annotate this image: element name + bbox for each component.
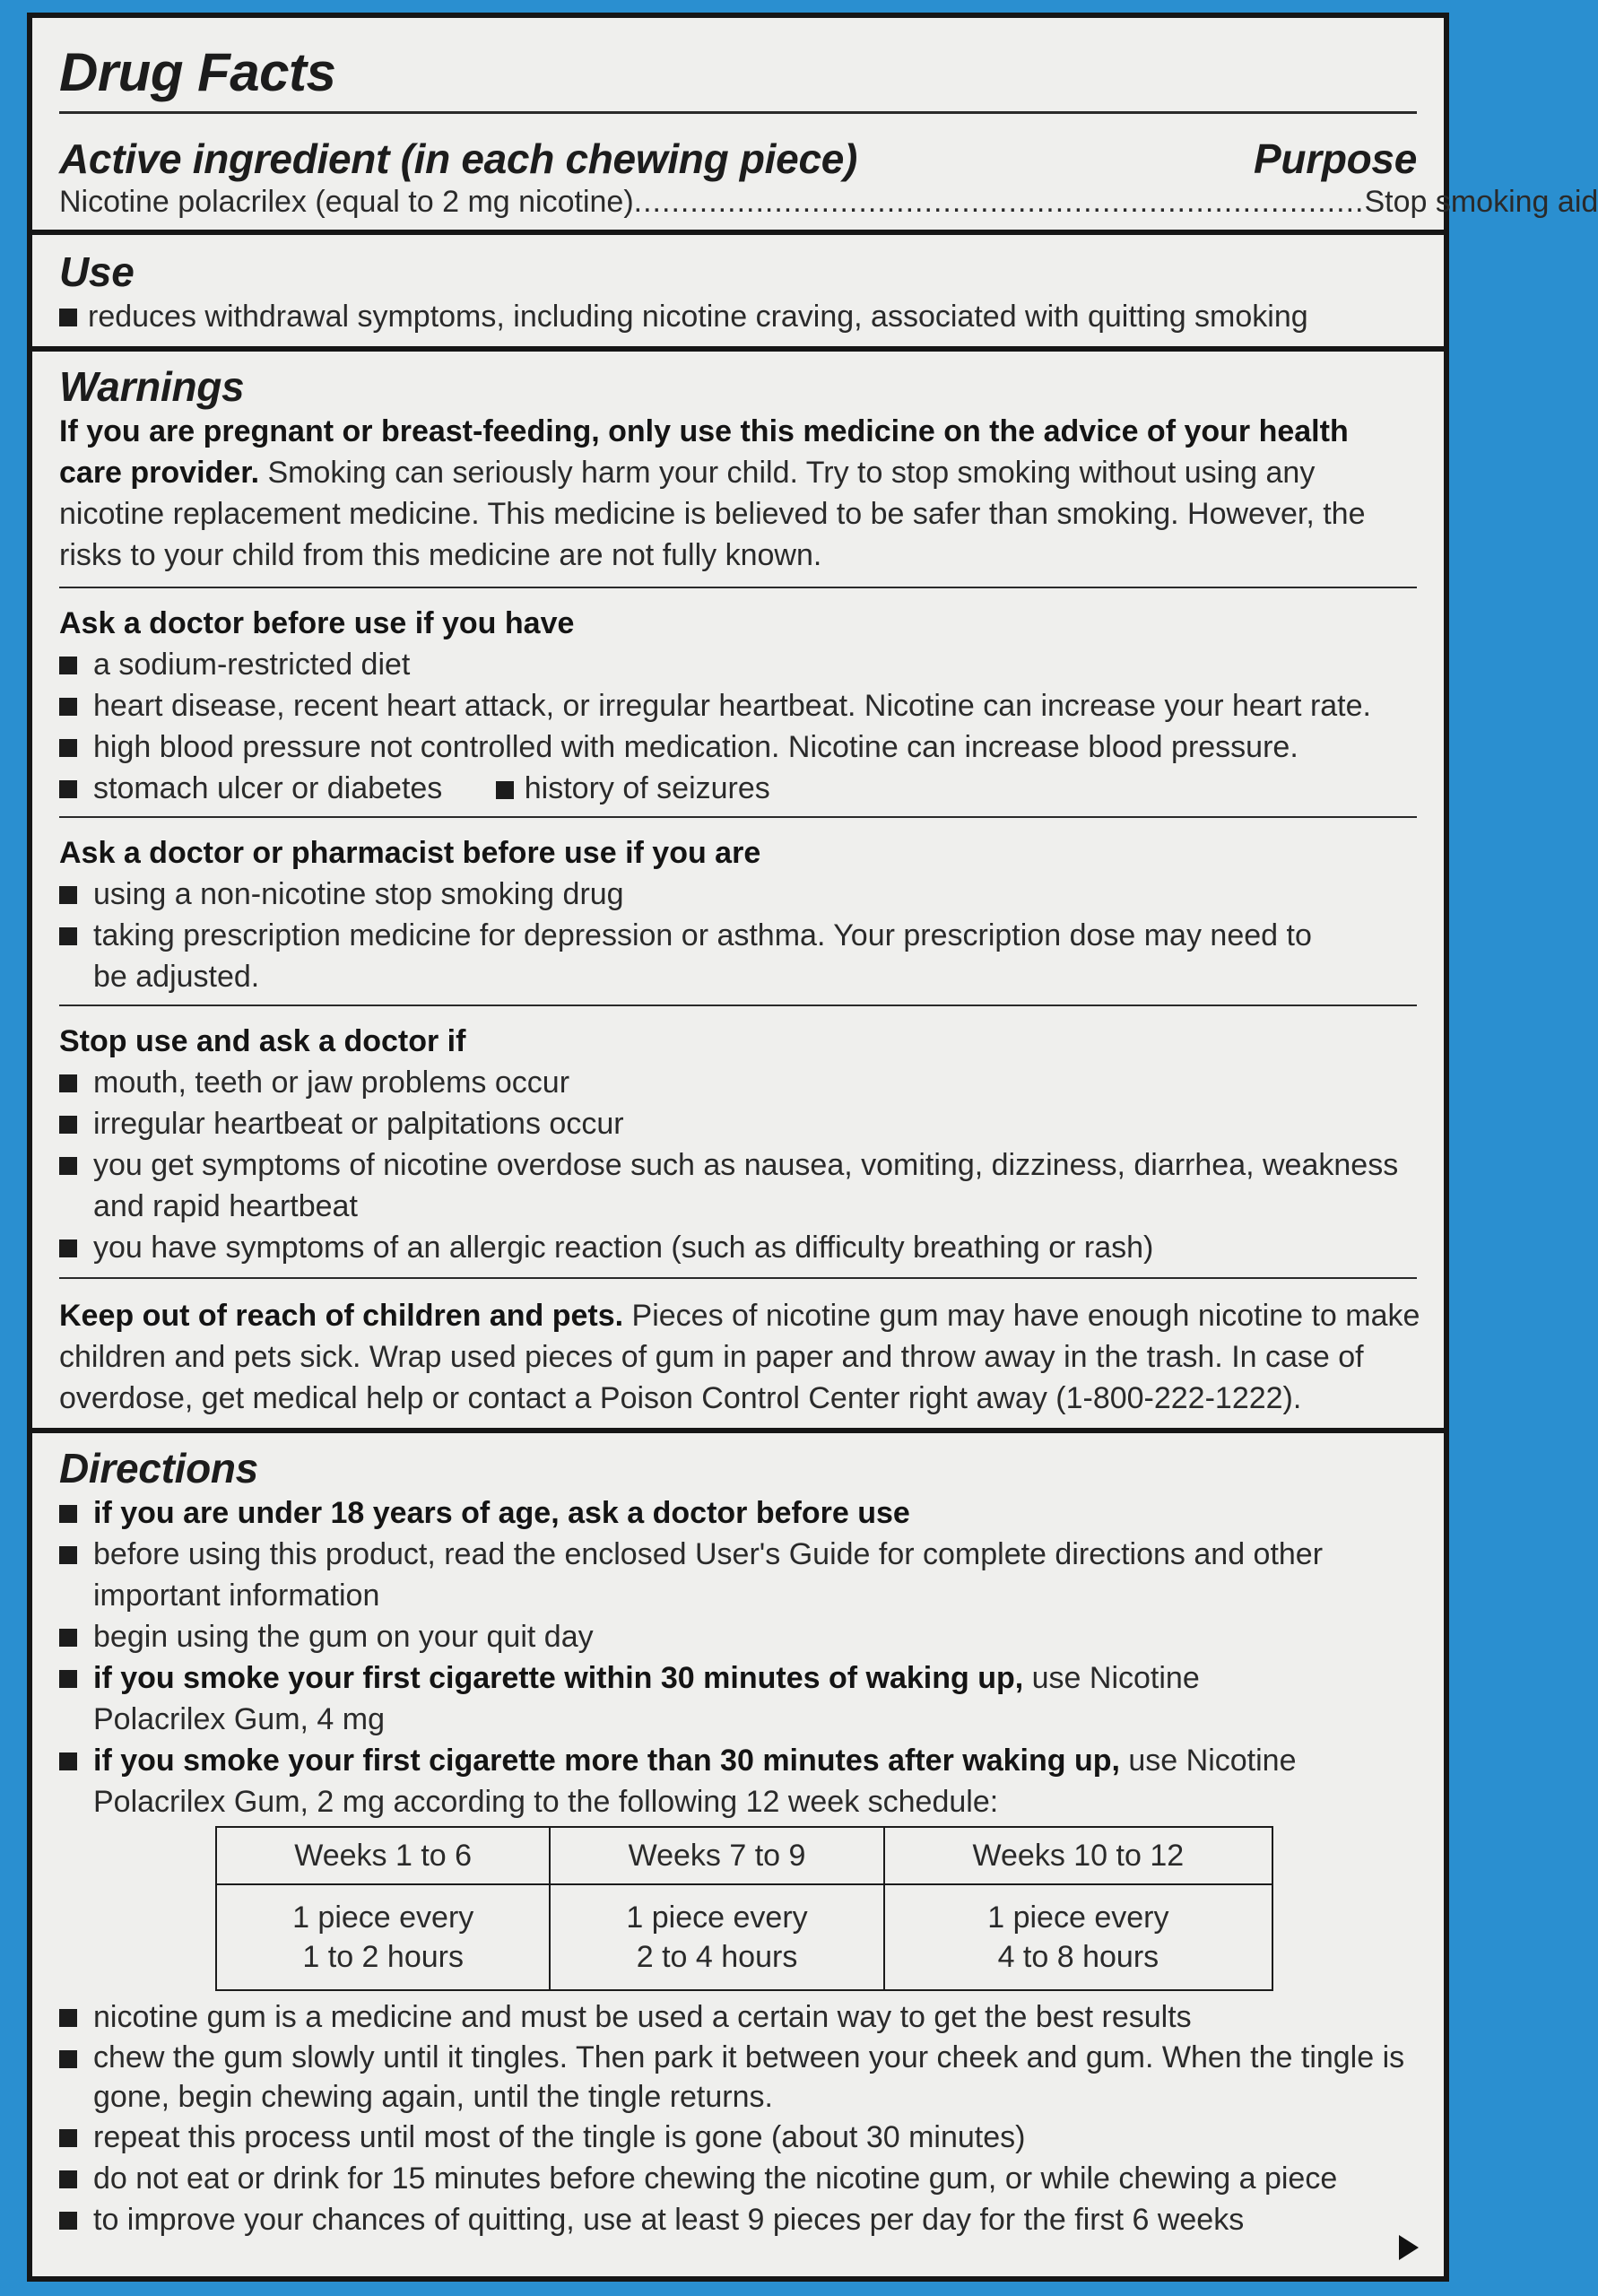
- list-item: chew the gum slowly until it tingles. Then park it between your cheek and gum. When the tingle is gone, begin chewing again, until the tingle returns.: [59, 2038, 1431, 2117]
- list-item: repeat this process until most of the tingle is gone (about 30 minutes): [59, 2117, 1417, 2158]
- warnings-heading: Warnings: [59, 363, 245, 410]
- use-section: [32, 248, 1444, 337]
- bullet-icon: [59, 1157, 77, 1175]
- bullet-icon: [59, 309, 77, 326]
- drug-facts-panel: [27, 13, 1598, 2282]
- leader-dots: ..............................................................................: [633, 185, 1365, 219]
- bullet-icon: [59, 1752, 77, 1770]
- ingredient-name: Nicotine polacrilex (equal to 2 mg nicotine): [59, 185, 634, 219]
- table-header-cell: Weeks 10 to 12: [884, 1827, 1272, 1884]
- dose-schedule-table: [215, 1826, 1273, 1991]
- bullet-icon: [59, 1074, 77, 1092]
- ask-doctor-section: [32, 603, 1444, 809]
- ask-pharmacist-section: [32, 832, 1444, 997]
- list-item: taking prescription medicine for depression or asthma. Your prescription dose may need to be adjusted.: [59, 915, 1333, 997]
- bullet-icon: [59, 2009, 77, 2027]
- stop-use-section: [32, 1021, 1444, 1268]
- list-item: you have symptoms of an allergic reaction (such as difficulty breathing or rash): [59, 1227, 1417, 1268]
- section-divider-1: [32, 230, 1444, 235]
- bullet-icon: [59, 886, 77, 904]
- bullet-icon: [59, 1239, 77, 1257]
- ask-pharmacist-heading: Ask a doctor or pharmacist before use if you are: [59, 836, 761, 870]
- list-item: if you smoke your first cigarette within 30 minutes of waking up, use Nicotine Polacrilex Gum, 4 mg: [59, 1657, 1279, 1740]
- use-item: reduces withdrawal symptoms, including nicotine craving, associated with quitting smoking: [59, 296, 1417, 337]
- list-item: irregular heartbeat or palpitations occur: [59, 1103, 1417, 1144]
- bullet-icon: [59, 780, 77, 798]
- list-item: nicotine gum is a medicine and must be used a certain way to get the best results: [59, 1996, 1417, 2038]
- list-item-inline: stomach ulcer or diabetes history of seizures: [59, 768, 1417, 809]
- list-item: do not eat or drink for 15 minutes before chewing the nicotine gum, or while chewing a piece: [59, 2158, 1417, 2199]
- section-divider-3: [32, 1428, 1444, 1433]
- table-cell: 1 piece every 1 to 2 hours: [216, 1884, 550, 1990]
- bullet-icon: [496, 781, 514, 799]
- table-header-cell: Weeks 7 to 9: [550, 1827, 883, 1884]
- active-ingredient-row: [59, 181, 1598, 222]
- list-item: you get symptoms of nicotine overdose such as nausea, vomiting, dizziness, diarrhea, weakness and rapid heartbeat: [59, 1144, 1440, 1227]
- bullet-icon: [59, 2129, 77, 2147]
- list-item: using a non-nicotine stop smoking drug: [59, 874, 1417, 915]
- directions-continued: [32, 1996, 1444, 2240]
- warnings-rule-2: [59, 816, 1417, 818]
- continue-arrow-icon: [1399, 2235, 1419, 2260]
- table-header-cell: Weeks 1 to 6: [216, 1827, 550, 1884]
- bullet-icon: [59, 927, 77, 945]
- stop-use-heading: Stop use and ask a doctor if: [59, 1024, 466, 1058]
- ask-doctor-heading: Ask a doctor before use if you have: [59, 606, 575, 640]
- keep-out-section: [32, 1295, 1444, 1419]
- drug-facts-header: [32, 41, 1444, 103]
- active-ingredient-heading: Active ingredient (in each chewing piece): [59, 135, 858, 182]
- drug-facts-title: Drug Facts: [59, 42, 336, 102]
- bullet-icon: [59, 2212, 77, 2230]
- keep-out-warning: Keep out of reach of children and pets. Pieces of nicotine gum may have enough nicotine to make children and pets sick. Wrap used pieces of gum in paper and throw away in the trash. In case of overdose, get medical help or contact a Poison Control Center right away (1-800-222-1222).: [59, 1299, 1420, 1415]
- list-item: a sodium-restricted diet: [59, 644, 1417, 685]
- purpose-heading: Purpose: [1254, 135, 1417, 182]
- list-item: high blood pressure not controlled with medication. Nicotine can increase blood pressure.: [59, 726, 1417, 768]
- warnings-rule-4: [59, 1277, 1417, 1279]
- list-item: if you are under 18 years of age, ask a doctor before use: [59, 1492, 1417, 1534]
- bullet-icon: [59, 1116, 77, 1134]
- bullet-icon: [59, 1546, 77, 1564]
- table-cell: 1 piece every 2 to 4 hours: [550, 1884, 883, 1990]
- active-ingredient-section: [32, 135, 1598, 222]
- list-item: begin using the gum on your quit day: [59, 1616, 1417, 1657]
- table-header-row: [216, 1827, 1272, 1884]
- bullet-icon: [59, 1670, 77, 1688]
- list-item: mouth, teeth or jaw problems occur: [59, 1062, 1417, 1103]
- header-rule: [59, 111, 1417, 114]
- directions-heading: Directions: [59, 1445, 258, 1492]
- list-item: to improve your chances of quitting, use at least 9 pieces per day for the first 6 weeks: [59, 2199, 1417, 2240]
- warnings-section: [32, 362, 1444, 576]
- bullet-icon: [59, 2170, 77, 2188]
- bullet-icon: [59, 1629, 77, 1647]
- list-item: before using this product, read the enclosed User's Guide for complete directions and other important information: [59, 1534, 1386, 1616]
- list-item: heart disease, recent heart attack, or irregular heartbeat. Nicotine can increase your heart rate.: [59, 685, 1417, 726]
- bullet-icon: [59, 698, 77, 716]
- bullet-icon: [59, 1505, 77, 1523]
- use-heading: Use: [59, 248, 135, 295]
- list-item: if you smoke your first cigarette more than 30 minutes after waking up, use Nicotine Polacrilex Gum, 2 mg according to the following 12 week schedule:: [59, 1740, 1404, 1822]
- table-row: [216, 1884, 1272, 1990]
- section-divider-2: [32, 346, 1444, 352]
- dose-schedule-wrapper: [32, 1826, 1444, 1996]
- table-cell: 1 piece every 4 to 8 hours: [884, 1884, 1272, 1990]
- bullet-icon: [59, 2050, 77, 2068]
- bullet-icon: [59, 739, 77, 757]
- purpose-value: Stop smoking aid: [1364, 185, 1598, 219]
- bullet-icon: [59, 657, 77, 674]
- pregnancy-warning: If you are pregnant or breast-feeding, only use this medicine on the advice of your health care provider. Smoking can seriously harm your child. Try to stop smoking without using any nicotine replacement medicine. This medicine is believed to be safer than smoking. However, the risks to your child from this medicine are not fully known.: [59, 414, 1366, 572]
- directions-section: [32, 1444, 1444, 1822]
- warnings-rule-3: [59, 1004, 1417, 1006]
- warnings-rule-1: [59, 587, 1417, 588]
